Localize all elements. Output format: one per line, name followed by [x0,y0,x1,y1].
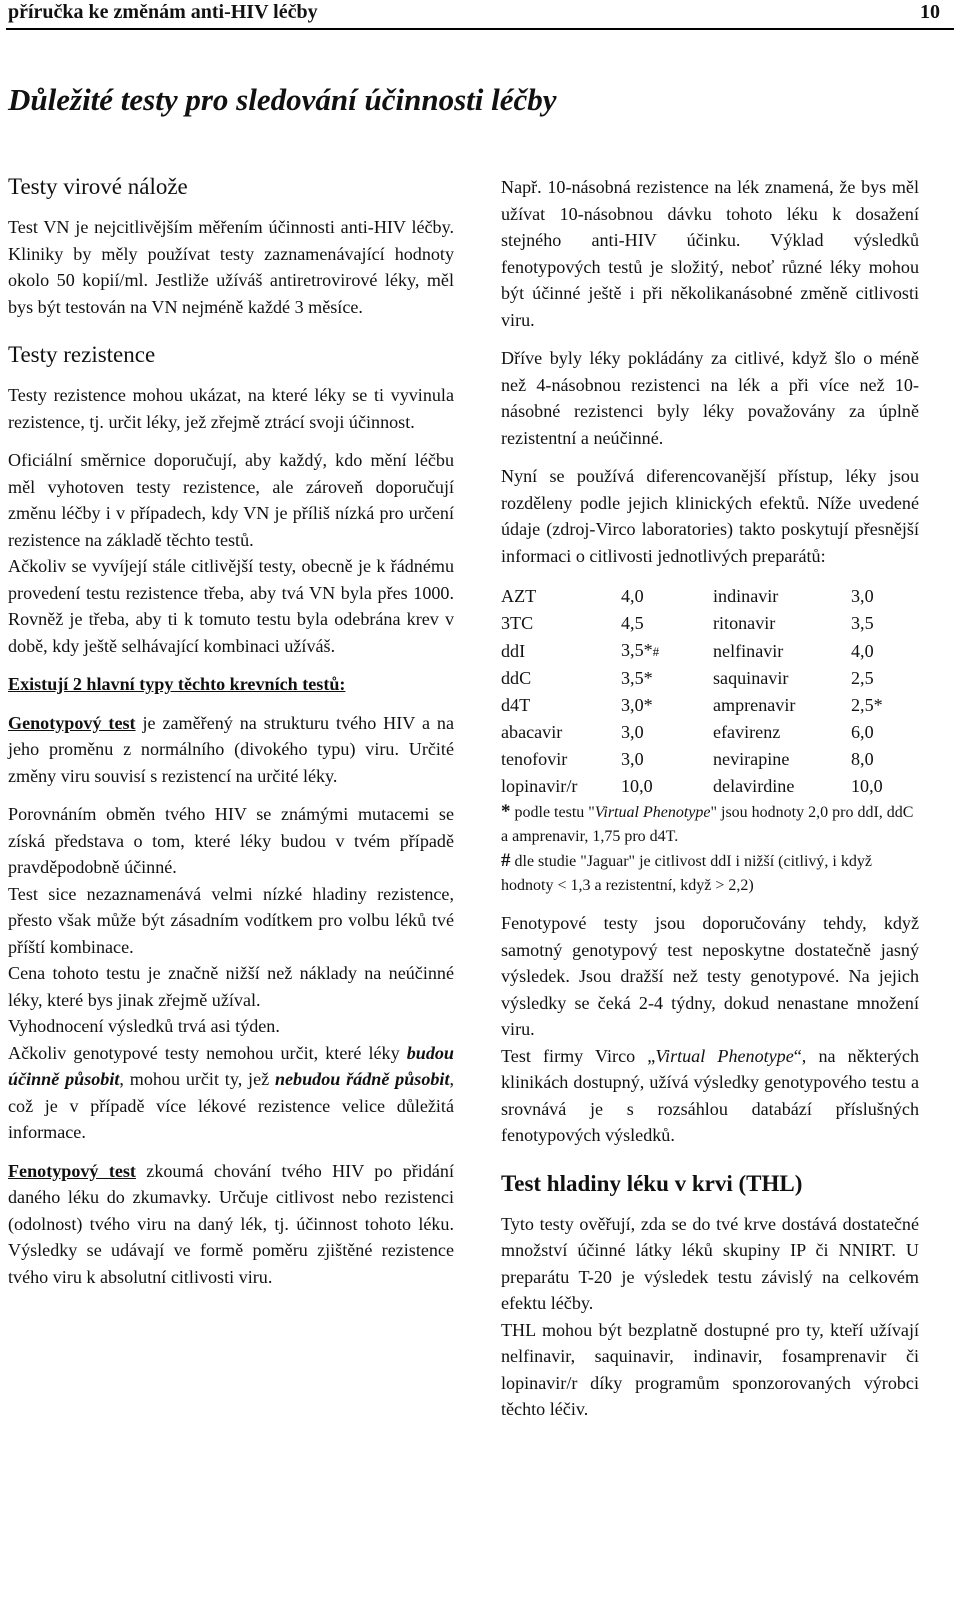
drug-value: 3,0* [621,695,653,715]
drug-value: 8,0 [851,749,874,769]
paragraph-right-6: Tyto testy ověřují, zda se do tvé krve dostává dostatečné množství účinné látky léků skupiny IP či NNIRT. U preparátu T-20 je výsledek testu závislý na celkovém efektu léčby. [501,1213,919,1313]
table-row [501,719,911,746]
footnote-asterisk-mark: * [501,801,511,822]
paragraph-phenotype [8,1158,454,1291]
drug-value: 10,0 [621,776,653,796]
footnote-hash-text: dle studie "Jaguar" je citlivost ddI i nižší (citlivý, i když hodnoty < 1,3 a rezistentní, když > 2,2) [501,853,872,894]
phenotype-text: zkoumá chování tvého HIV po přidání daného léku do zkumavky. Určuje citlivost nebo rezistenci (odolnost) tvého viru na daný lék, tj. účinnost tohoto léku. Výsledky se udávají ve formě poměru zjištěné rezistence tvého viru k absolutní citlivosti viru. [8,1160,454,1287]
drug-name: AZT [501,586,537,606]
drug-value: 3,0 [621,749,644,769]
drug-name: 3TC [501,613,534,633]
drug-value: 10,0 [851,776,883,796]
genotype-term: Genotypový test [8,712,136,733]
drug-value: 3,0 [851,586,874,606]
heading-resistance: Testy rezistence [8,342,156,367]
footnote-asterisk-part-a: podle testu " [510,804,595,821]
genotype-6-emphasis-2: nebudou řádně působit [274,1069,450,1089]
genotype-6-emphasis-1: budou účinně působit [8,1042,454,1089]
drug-value: 3,0 [621,722,644,742]
drug-value-cell [621,637,713,665]
virco-part-b: “, na některých klinikách dostupný, užívá výsledky genotypového testu a srovnává je s rozsáhlou databází příslušných fenotypových výsledků. [501,1045,920,1145]
footnote-hash-mark: # [501,850,511,871]
genotype-6-part-c: , mohou určit ty, jež [119,1069,275,1089]
drug-value: 2,5* [851,695,883,715]
table-row [501,637,911,665]
table-row [501,665,911,692]
paragraph-right-5 [501,1043,919,1149]
drug-value: 3,5* [621,640,653,660]
drug-name: d4T [501,695,531,715]
left-column [8,172,454,1290]
paragraph-right-1: Např. 10-násobná rezistence na lék znamená, že bys měl užívat 10-násobnou dávku tohoto léku k dosažení stejného anti-HIV účinku. Výklad výsledků fenotypových testů je složitý, neboť různé léky mohou být účinné ještě i při několikanásobné změně citlivosti viru. [501,177,919,330]
paragraph-viral-load: Test VN je nejcitlivějším měřením účinnosti anti-HIV léčby. Kliniky by měly používat testy zaznamenávající hodnoty okolo 50 kopií/ml. Jestliže užíváš antiretrovirové léky, měl bys být testován na VN nejméně každé 3 měsíce. [8,217,454,317]
table-row [501,746,911,773]
drug-value: 6,0 [851,722,874,742]
paragraph-genotype-3: Test sice nezaznamenává velmi nízké hladiny rezistence, přesto však může být zásadním vodítkem pro volbu léků tvé příští kombinace. [8,883,454,957]
drug-name: amprenavir [713,695,796,715]
genotype-6-part-e: , což je v případě více lékové rezistence velice důležitá informace. [8,1069,455,1142]
drug-name: saquinavir [713,668,789,688]
footnote-asterisk-part-b: " jsou hodnoty 2,0 pro ddI, ddC a amprenavir, 1,75 pro d4T. [501,804,914,845]
table-row [501,610,911,637]
drug-name: delavirdine [713,776,795,796]
drug-value: 4,5 [621,613,644,633]
drug-name: abacavir [501,722,563,742]
drug-value: 4,0 [621,586,644,606]
drug-name: indinavir [713,586,779,606]
table-row [501,773,911,800]
heading-viral-load: Testy virové nálože [8,174,188,199]
heading-thl: Test hladiny léku v krvi (THL) [501,1170,803,1196]
phenotype-term: Fenotypový test [8,1160,136,1181]
hash-mark: # [652,644,660,659]
right-column [501,174,919,1423]
paragraph-genotype-6 [8,1040,454,1146]
page-header [6,0,954,30]
paragraph-resistance-2: Oficiální směrnice doporučují, aby každý, kdo mění léčbu měl vyhotoven testy rezistence, ale zároveň doporučují změnu léčby i v případech, kdy VN je příliš nízká pro určení rezistence na základě těchto testů. [8,450,454,550]
virco-part-a: Test firmy Virco „ [501,1045,656,1066]
drug-name: ddC [501,668,532,688]
footnote-asterisk [501,800,919,898]
drug-name: tenofovir [501,749,568,769]
paragraph-right-4: Fenotypové testy jsou doporučovány tehdy, když samotný genotypový test neposkytne dostatečně jasný výsledek. Jsou dražší než testy genotypové. Na jejich výsledky se čeká 2-4 týdny, dokud nenastane množení viru. [501,913,919,1039]
heading-two-types: Existují 2 hlavní typy těchto krevních testů: [8,674,346,694]
drug-name: ritonavir [713,613,776,633]
drug-value: 3,5* [621,668,653,688]
header-title: příručka ke změnám anti-HIV léčby [8,1,318,23]
paragraph-genotype-5: Vyhodnocení výsledků trvá asi týden. [8,1016,280,1036]
paragraph-right-7: THL mohou být bezplatně dostupné pro ty, kteří užívají nelfinavir, saquinavir, indinavir, fosamprenavir či lopinavir/r díky programům sponzorovaných výrobci těchto léčiv. [501,1319,919,1419]
drug-value: 2,5 [851,668,874,688]
paragraph-resistance-3: Ačkoliv se vyvíjejí stále citlivější testy, obecně je k řádnému provedení testu rezistence třeba, aby tvá VN byla přes 1000. Rovněž je třeba, aby ti k tomuto testu byla odebrána krev v době, kdy ještě selhávající kombinaci užíváš. [8,556,454,656]
table-row [501,692,911,719]
page-number: 10 [920,1,940,23]
genotype-6-part-a: Ačkoliv genotypové testy nemohou určit, které léky [8,1042,407,1063]
drug-value: 4,0 [851,640,874,661]
drug-sensitivity-table [501,583,911,800]
table-row [501,583,911,610]
paragraph-genotype-4: Cena tohoto testu je značně nižší než náklady na neúčinné léky, které bys jinak zřejmě užíval. [8,963,454,1010]
drug-name: efavirenz [713,722,781,742]
paragraph-resistance-1: Testy rezistence mohou ukázat, na které léky se ti vyvinula rezistence, tj. určit léky, jež zřejmě ztrácí svoji účinnost. [8,385,454,432]
drug-name: nevirapine [713,749,790,769]
drug-name: ddI [501,640,526,661]
main-title: Důležité testy pro sledování účinnosti léčby [8,82,557,117]
paragraph-right-3: Nyní se používá diferencovanější přístup, léky jsou rozděleny podle jejich klinických efektů. Níže uvedené údaje (zdroj-Virco laboratories) takto poskytují přesnější informaci o citlivosti jednotlivých preparátů: [501,466,919,566]
footnote-asterisk-italic: Virtual Phenotype [594,804,711,821]
drug-name: lopinavir/r [501,776,578,796]
paragraph-right-2: Dříve byly léky pokládány za citlivé, když šlo o méně než 4-násobnou rezistenci na lék a při více než 10-násobné rezistenci byly léky považovány za úplně rezistentní a neúčinné. [501,348,919,448]
drug-name: nelfinavir [713,640,784,661]
paragraph-genotype-2: Porovnáním obměn tvého HIV se známými mutacemi se získá představa o tom, které léky budou v tvém případě pravděpodobně účinné. [8,804,454,877]
virco-italic: Virtual Phenotype [655,1045,794,1066]
paragraph-genotype [8,710,454,790]
genotype-text: je zaměřený na strukturu tvého HIV a na jeho proměnu z normálního (divokého typu) viru. Určité změny viru souvisí s rezistencí na určité léky. [8,712,454,786]
drug-value: 3,5 [851,613,874,633]
